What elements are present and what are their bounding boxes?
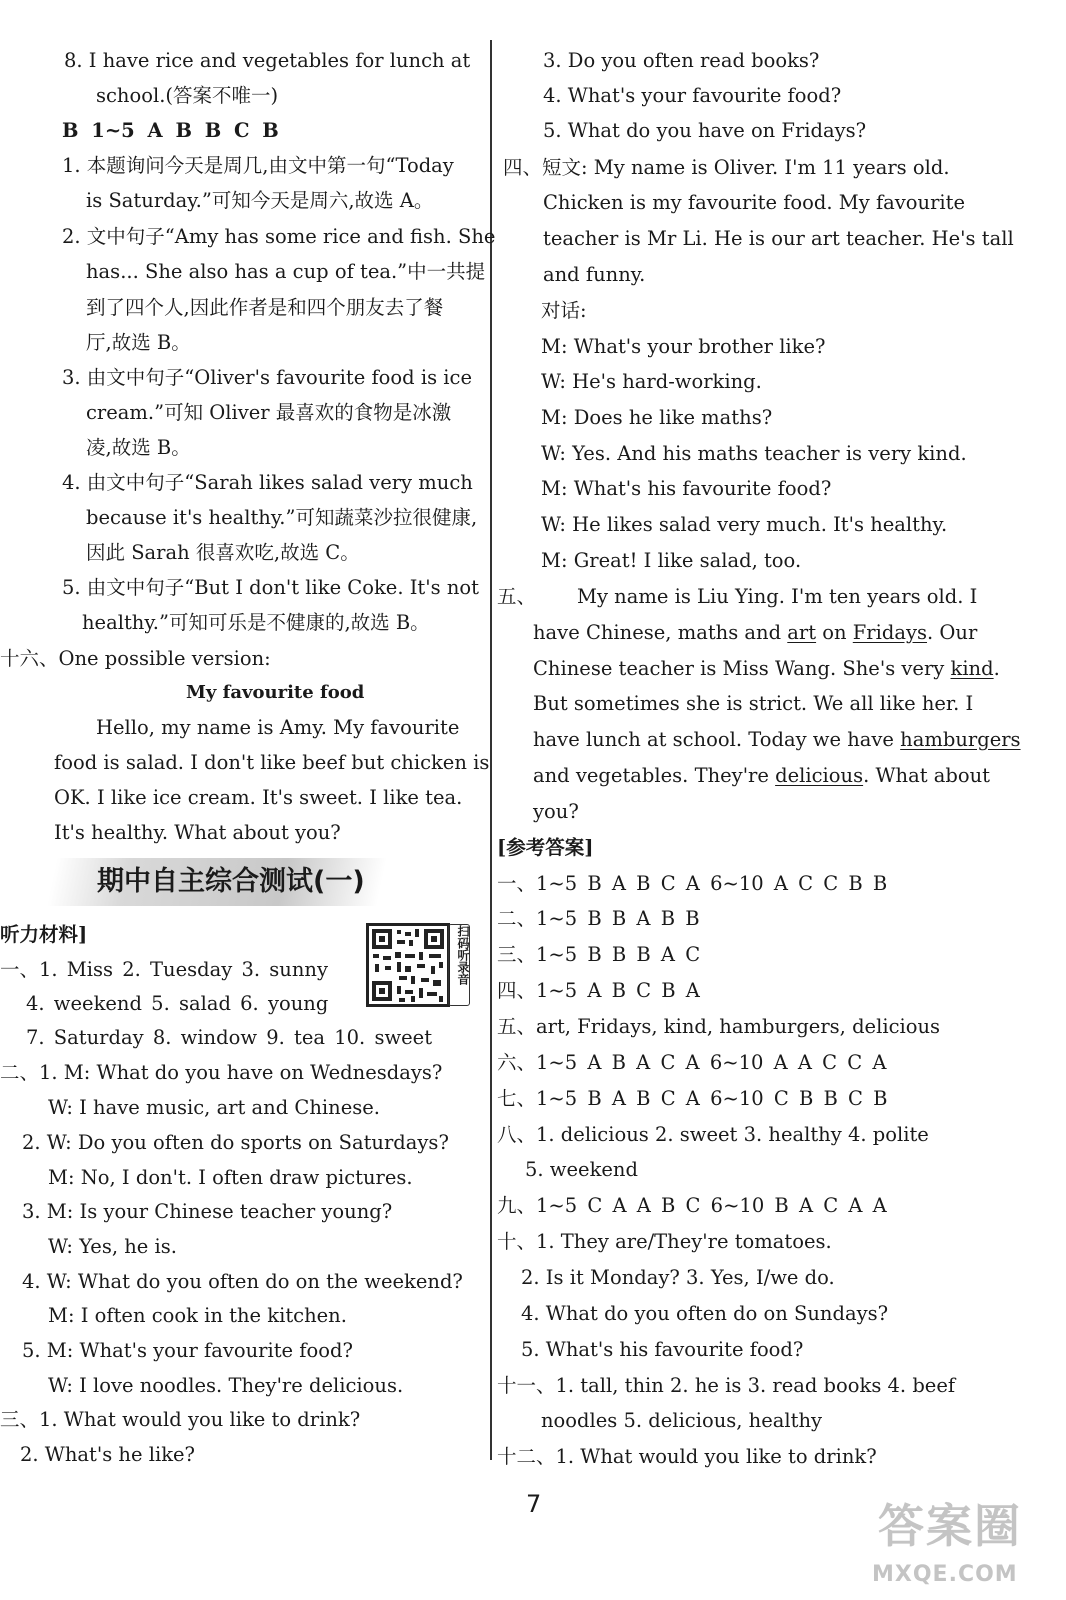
explanation-line: 5. 由文中句子“But I don't like Coke. It's not [62, 576, 479, 599]
qr-code-icon[interactable] [366, 923, 450, 1007]
answer-line: 一、1~5 B A B C A 6~10 A C C B B [497, 872, 888, 895]
explanation-line: 厅,故选 B。 [86, 331, 191, 354]
answer-line: 5. What's his favourite food? [521, 1338, 804, 1361]
explanation-line: 到了四个人,因此作者是和四个朋友去了餐 [86, 296, 444, 319]
answer-line: 九、1~5 C A A B C 6~10 B A C A A [497, 1194, 887, 1217]
listening-line: 一、1. Miss 2. Tuesday 3. sunny [0, 958, 328, 981]
passage-line: have Chinese, maths and art on Fridays. Our [533, 621, 978, 644]
explanation-line: is Saturday.”可知今天是周六,故选 A。 [86, 189, 434, 212]
essay-title: My favourite food [186, 682, 365, 703]
passage-line: teacher is Mr Li. He is our art teacher. He's tall [543, 227, 1014, 250]
explanation-line: 3. 由文中句子“Oliver's favourite food is ice [62, 366, 472, 389]
passage-line: have lunch at school. Today we have hamburgers [533, 728, 1021, 751]
passage-line: and vegetables. They're delicious. What about [533, 764, 990, 787]
answer-line: 三、1~5 B B B A C [497, 943, 701, 966]
watermark-logo [870, 1490, 1060, 1595]
listening-dialogue-line: 5. M: What's your favourite food? [22, 1339, 353, 1362]
passage-line: But sometimes she is strict. We all like her. I [533, 692, 974, 715]
listening-dialogue-line: M: No, I don't. I often draw pictures. [48, 1166, 413, 1189]
explanation-line: healthy.”可知可乐是不健康的,故选 B。 [82, 611, 430, 634]
passage-line: 四、短文: My name is Oliver. I'm 11 years old. [503, 156, 950, 179]
listening-line: 5. What do you have on Fridays? [543, 119, 867, 142]
explanation-line: because it's healthy.”可知蔬菜沙拉很健康, [86, 506, 478, 529]
dialogue-line: M: Does he like maths? [541, 406, 773, 429]
listening-line: 7. Saturday 8. window 9. tea 10. sweet [26, 1026, 433, 1049]
essay-line: OK. I like ice cream. It's sweet. I like tea. [54, 786, 463, 809]
answer-line: 六、1~5 A B A C A 6~10 A A C C A [497, 1051, 887, 1074]
explanation-line: 因此 Sarah 很喜欢吃,故选 C。 [86, 541, 360, 564]
listening-dialogue-line: M: I often cook in the kitchen. [48, 1304, 347, 1327]
part-b-header: B 1~5 A B B C B [62, 119, 279, 142]
listening-line: 2. What's he like? [20, 1443, 196, 1466]
passage-line: you? [533, 800, 579, 823]
explanation-line: cream.”可知 Oliver 最喜欢的食物是冰激 [86, 401, 452, 424]
listening-dialogue-line: 二、1. M: What do you have on Wednesdays? [0, 1061, 443, 1084]
answer-line: 二、1~5 B B A B B [497, 907, 700, 930]
passage-line: and funny. [543, 263, 646, 286]
answer-line: 4. What do you often do on Sundays? [521, 1302, 889, 1325]
explanation-line: has... She also has a cup of tea.”中一共提 [86, 260, 486, 283]
section-16-label: 十六、One possible version: [0, 647, 271, 670]
answer-line: noodles 5. delicious, healthy [541, 1409, 823, 1432]
answer-line: school.(答案不唯一) [96, 84, 279, 107]
explanation-line: 1. 本题询问今天是周几,由文中第一句“Today [62, 154, 454, 177]
listening-dialogue-line: W: I have music, art and Chinese. [48, 1096, 380, 1119]
answer-line: 十一、1. tall, thin 2. he is 3. read books 4. beef [497, 1374, 956, 1397]
answer-line: 2. Is it Monday? 3. Yes, I/we do. [521, 1266, 835, 1289]
explanation-line: 2. 文中句子“Amy has some rice and fish. She [62, 225, 496, 248]
listening-header: 听力材料] [0, 923, 88, 946]
dialogue-label: 对话: [541, 299, 587, 322]
explanation-line: 凌,故选 B。 [86, 436, 191, 459]
essay-line: food is salad. I don't like beef but chicken is [54, 751, 490, 774]
answer-line: 五、art, Fridays, kind, hamburgers, delicious [497, 1015, 941, 1038]
listening-dialogue-line: 4. W: What do you often do on the weekend? [22, 1270, 463, 1293]
watermark-url: MXQE.COM [872, 1562, 1018, 1587]
passage-line: Chinese teacher is Miss Wang. She's very kind. [533, 657, 1000, 680]
dialogue-line: W: Yes. And his maths teacher is very kind. [541, 442, 967, 465]
answer-line: 八、1. delicious 2. sweet 3. healthy 4. polite [497, 1123, 929, 1146]
dialogue-line: M: What's his favourite food? [541, 477, 832, 500]
listening-line: 3. Do you often read books? [543, 49, 820, 72]
explanation-line: 4. 由文中句子“Sarah likes salad very much [62, 471, 473, 494]
answer-line: 十二、1. What would you like to drink? [497, 1445, 877, 1468]
section-title: 期中自主综合测试(一) [97, 866, 365, 897]
answers-header: [参考答案] [497, 836, 594, 859]
passage-line: Chicken is my favourite food. My favourite [543, 191, 966, 214]
section-5-label: 五、 [497, 585, 537, 608]
listening-dialogue-line: 2. W: Do you often do sports on Saturdays? [22, 1131, 449, 1154]
listening-line: 4. What's your favourite food? [543, 84, 842, 107]
listening-dialogue-line: W: I love noodles. They're delicious. [48, 1374, 404, 1397]
answer-line: 十、1. They are/They're tomatoes. [497, 1230, 832, 1253]
listening-line: 三、1. What would you like to drink? [0, 1408, 361, 1431]
column-divider [490, 40, 492, 1460]
watermark-text: 答案圈 [878, 1499, 1022, 1553]
qr-code-label: 扫码听录音 [448, 924, 470, 1006]
dialogue-line: M: What's your brother like? [541, 335, 826, 358]
answer-line: 8. I have rice and vegetables for lunch at [64, 49, 471, 72]
answer-line: 七、1~5 B A B C A 6~10 C B B C B [497, 1087, 888, 1110]
dialogue-line: M: Great! I like salad, too. [541, 549, 802, 572]
listening-dialogue-line: 3. M: Is your Chinese teacher young? [22, 1200, 393, 1223]
essay-line: Hello, my name is Amy. My favourite [96, 716, 460, 739]
page-number: 7 [526, 1490, 542, 1518]
answer-line: 5. weekend [525, 1158, 638, 1181]
passage-line: My name is Liu Ying. I'm ten years old. I [577, 585, 978, 608]
dialogue-line: W: He likes salad very much. It's healthy. [541, 513, 948, 536]
answer-line: 四、1~5 A B C B A [497, 979, 700, 1002]
listening-dialogue-line: W: Yes, he is. [48, 1235, 177, 1258]
essay-line: It's healthy. What about you? [54, 821, 341, 844]
listening-line: 4. weekend 5. salad 6. young [26, 992, 329, 1015]
dialogue-line: W: He's hard-working. [541, 370, 762, 393]
